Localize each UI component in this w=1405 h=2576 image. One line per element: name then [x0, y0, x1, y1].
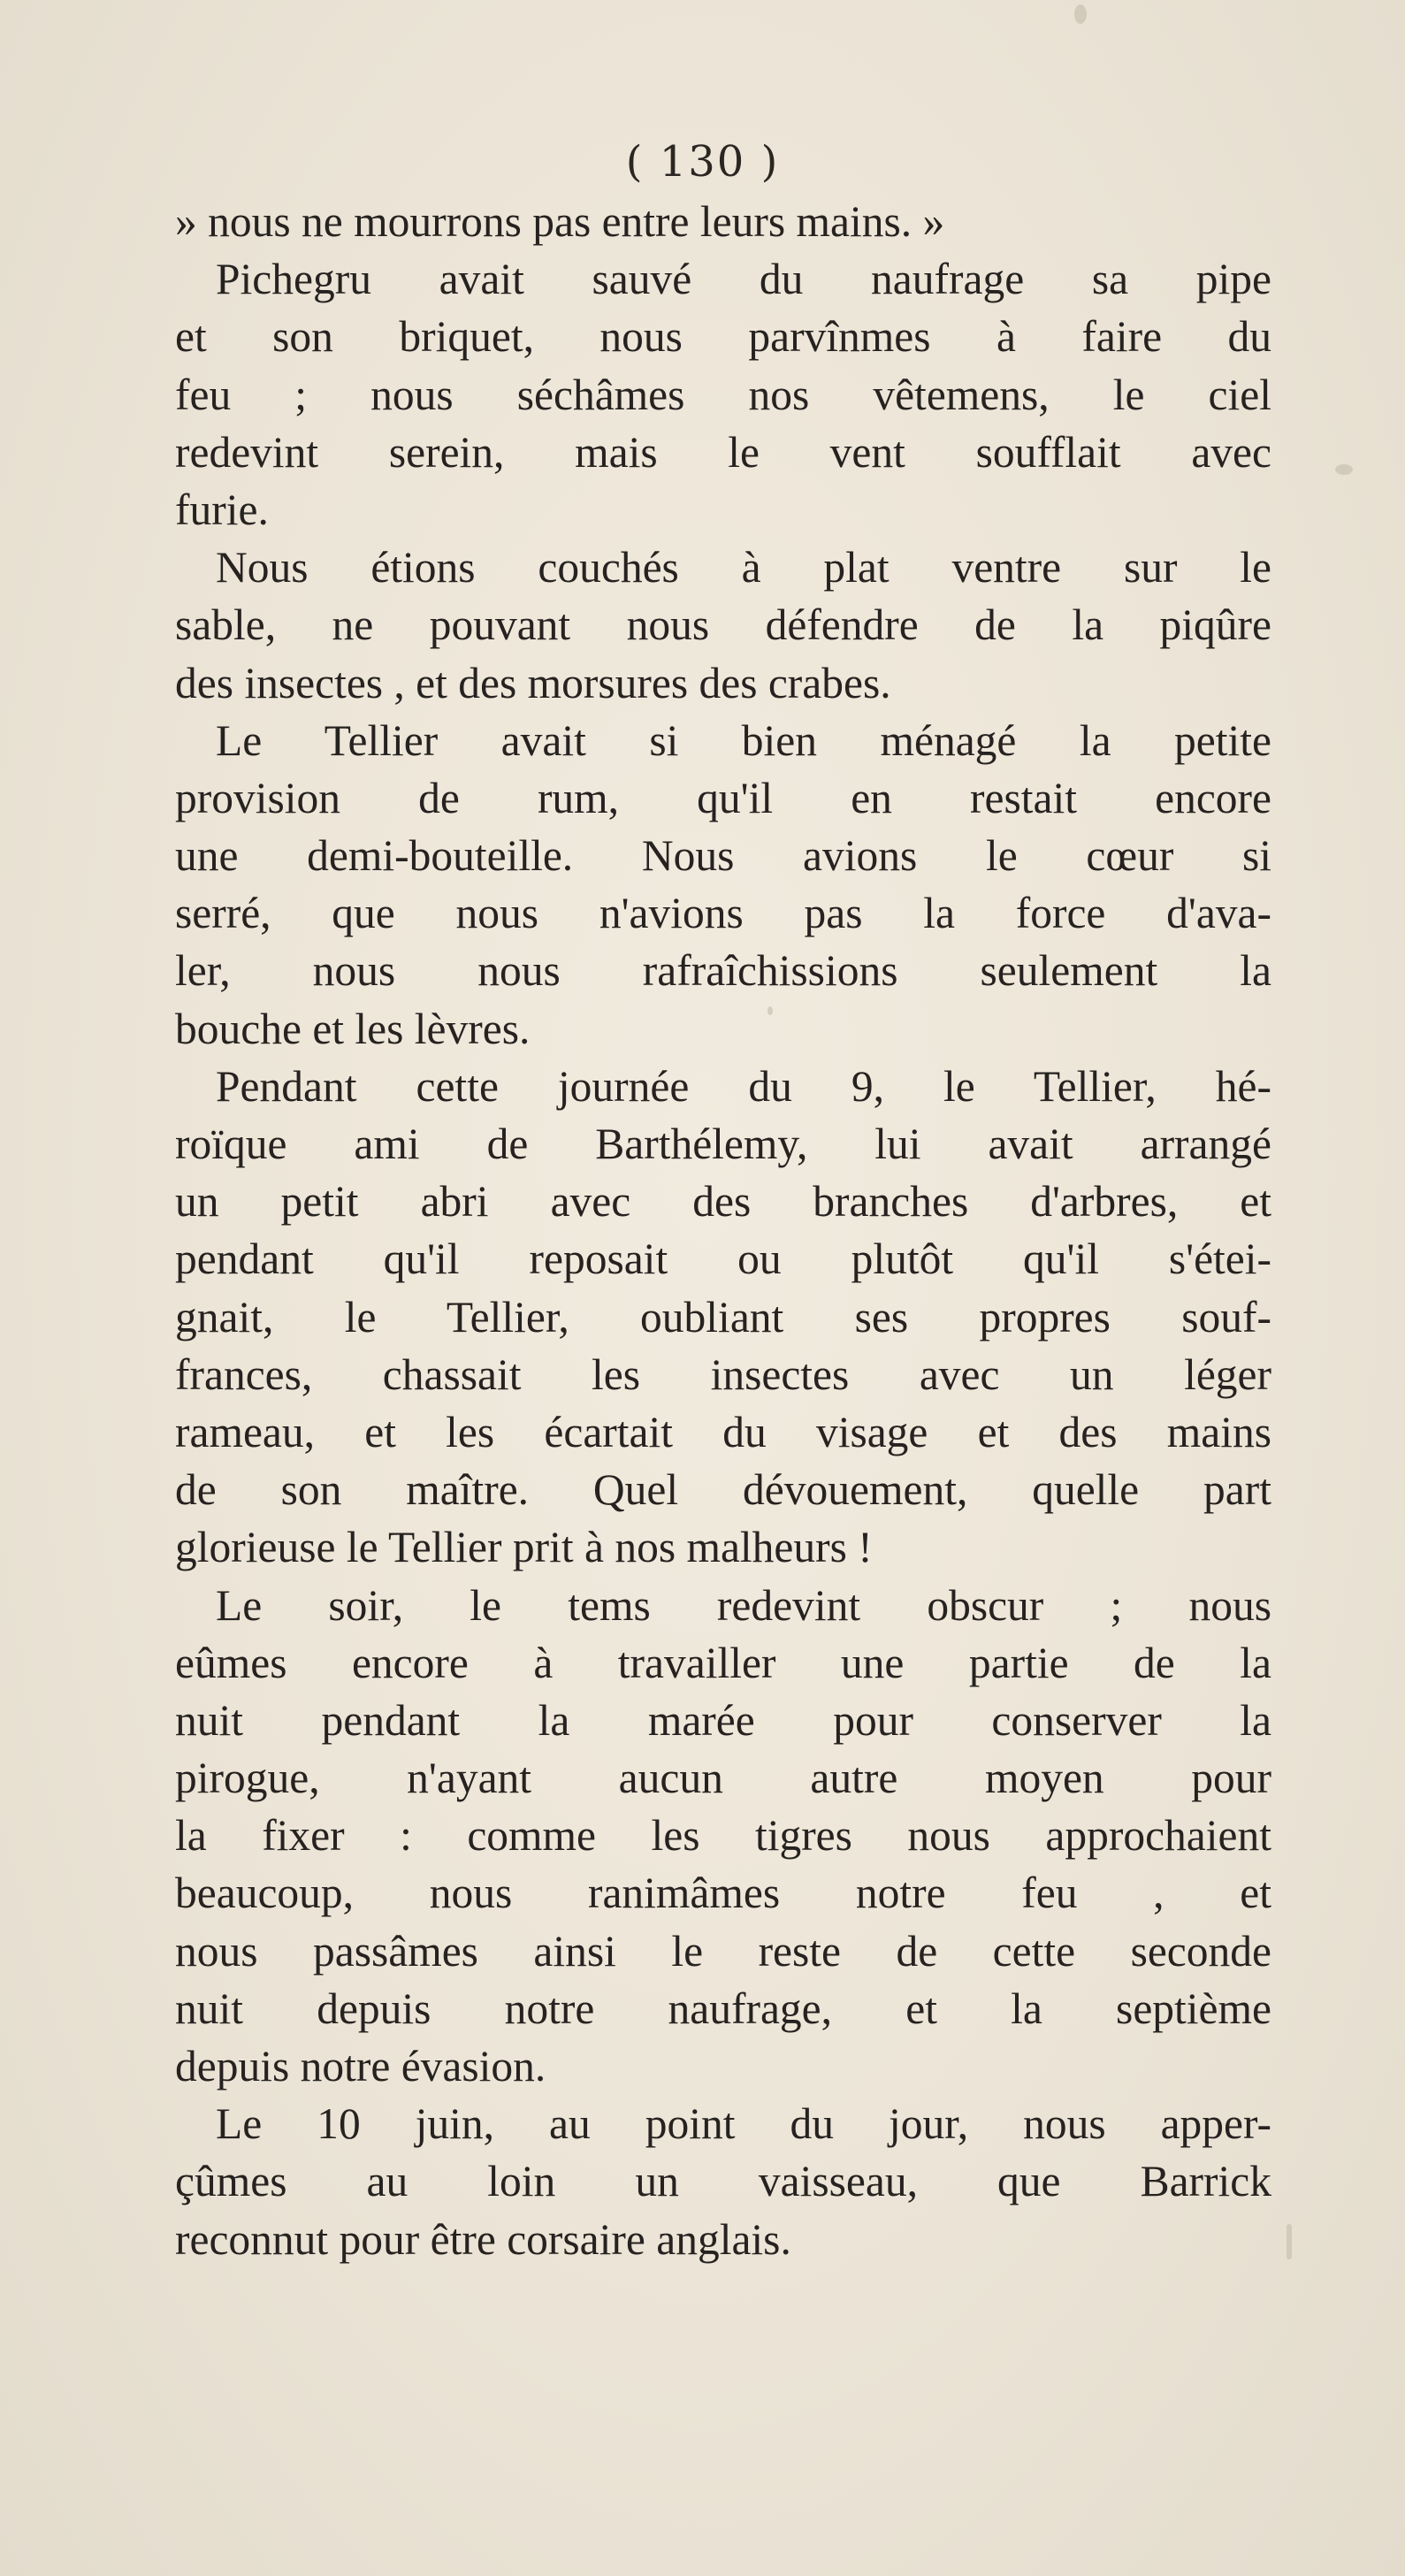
paper-speck [767, 1006, 773, 1015]
paper-speck [1287, 2224, 1292, 2259]
text-line: Le soir, le tems redevint obscur ; nous [216, 1580, 1271, 1630]
text-line: roïque ami de Barthélemy, lui avait arrangé [175, 1120, 1271, 1168]
body-text [175, 193, 1271, 2268]
text-line: çûmes au loin un vaisseau, que Barrick [175, 2157, 1271, 2206]
text-line: » nous ne mourrons pas entre leurs mains. » [175, 197, 945, 246]
text-line: sable, ne pouvant nous défendre de la piqûre [175, 600, 1271, 650]
text-line: nuit depuis notre naufrage, et la septième [175, 1984, 1271, 2033]
text-line: feu ; nous séchâmes nos vêtemens, le ciel [175, 370, 1271, 419]
text-line: bouche et les lèvres. [175, 1004, 531, 1053]
text-line: eûmes encore à travailler une partie de la [175, 1638, 1271, 1687]
text-line: Pichegru avait sauvé du naufrage sa pipe [216, 255, 1271, 304]
page-number: ( 130 ) [625, 137, 780, 187]
text-line: redevint serein, mais le vent soufflait avec [175, 427, 1271, 477]
text-line: un petit abri avec des branches d'arbres, et [175, 1177, 1271, 1227]
text-line: Nous étions couchés à plat ventre sur le [216, 543, 1271, 592]
text-line: nuit pendant la marée pour conserver la [175, 1695, 1271, 1745]
text-line: pirogue, n'ayant aucun autre moyen pour [175, 1754, 1271, 1803]
text-line: et son briquet, nous parvînmes à faire du [175, 312, 1271, 362]
text-line: beaucoup, nous ranimâmes notre feu , et [175, 1869, 1271, 1918]
text-line: des insectes , et des morsures des crabes. [175, 658, 891, 707]
text-line: serré, que nous n'avions pas la force d'ava- [175, 889, 1271, 938]
text-line: une demi-bouteille. Nous avions le cœur si [175, 831, 1271, 881]
text-line: furie. [175, 485, 269, 534]
text-line: reconnut pour être corsaire anglais. [175, 2214, 791, 2264]
text-line: gnait, le Tellier, oubliant ses propres souf- [175, 1292, 1271, 1342]
text-line: Le 10 juin, au point du jour, nous apper- [216, 2099, 1271, 2149]
text-line: rameau, et les écartait du visage et des mains [175, 1407, 1271, 1456]
paper-speck [1074, 4, 1087, 24]
text-line: provision de rum, qu'il en restait encore [175, 773, 1271, 822]
paper-speck [1335, 464, 1353, 475]
text-line: Pendant cette journée du 9, le Tellier, hé- [216, 1061, 1271, 1111]
text-line: Le Tellier avait si bien ménagé la petite [216, 715, 1271, 765]
text-line: depuis notre évasion. [175, 2042, 546, 2091]
text-line: ler, nous nous rafraîchissions seulement la [175, 946, 1271, 996]
text-line: la fixer : comme les tigres nous approchaient [175, 1811, 1271, 1861]
text-line: glorieuse le Tellier prit à nos malheurs ! [175, 1523, 873, 1572]
text-line: de son maître. Quel dévouement, quelle part [175, 1465, 1271, 1515]
text-line: pendant qu'il reposait ou plutôt qu'il s'étei- [175, 1234, 1271, 1284]
text-line: frances, chassait les insectes avec un léger [175, 1349, 1271, 1399]
text-line: nous passâmes ainsi le reste de cette seconde [175, 1926, 1271, 1976]
